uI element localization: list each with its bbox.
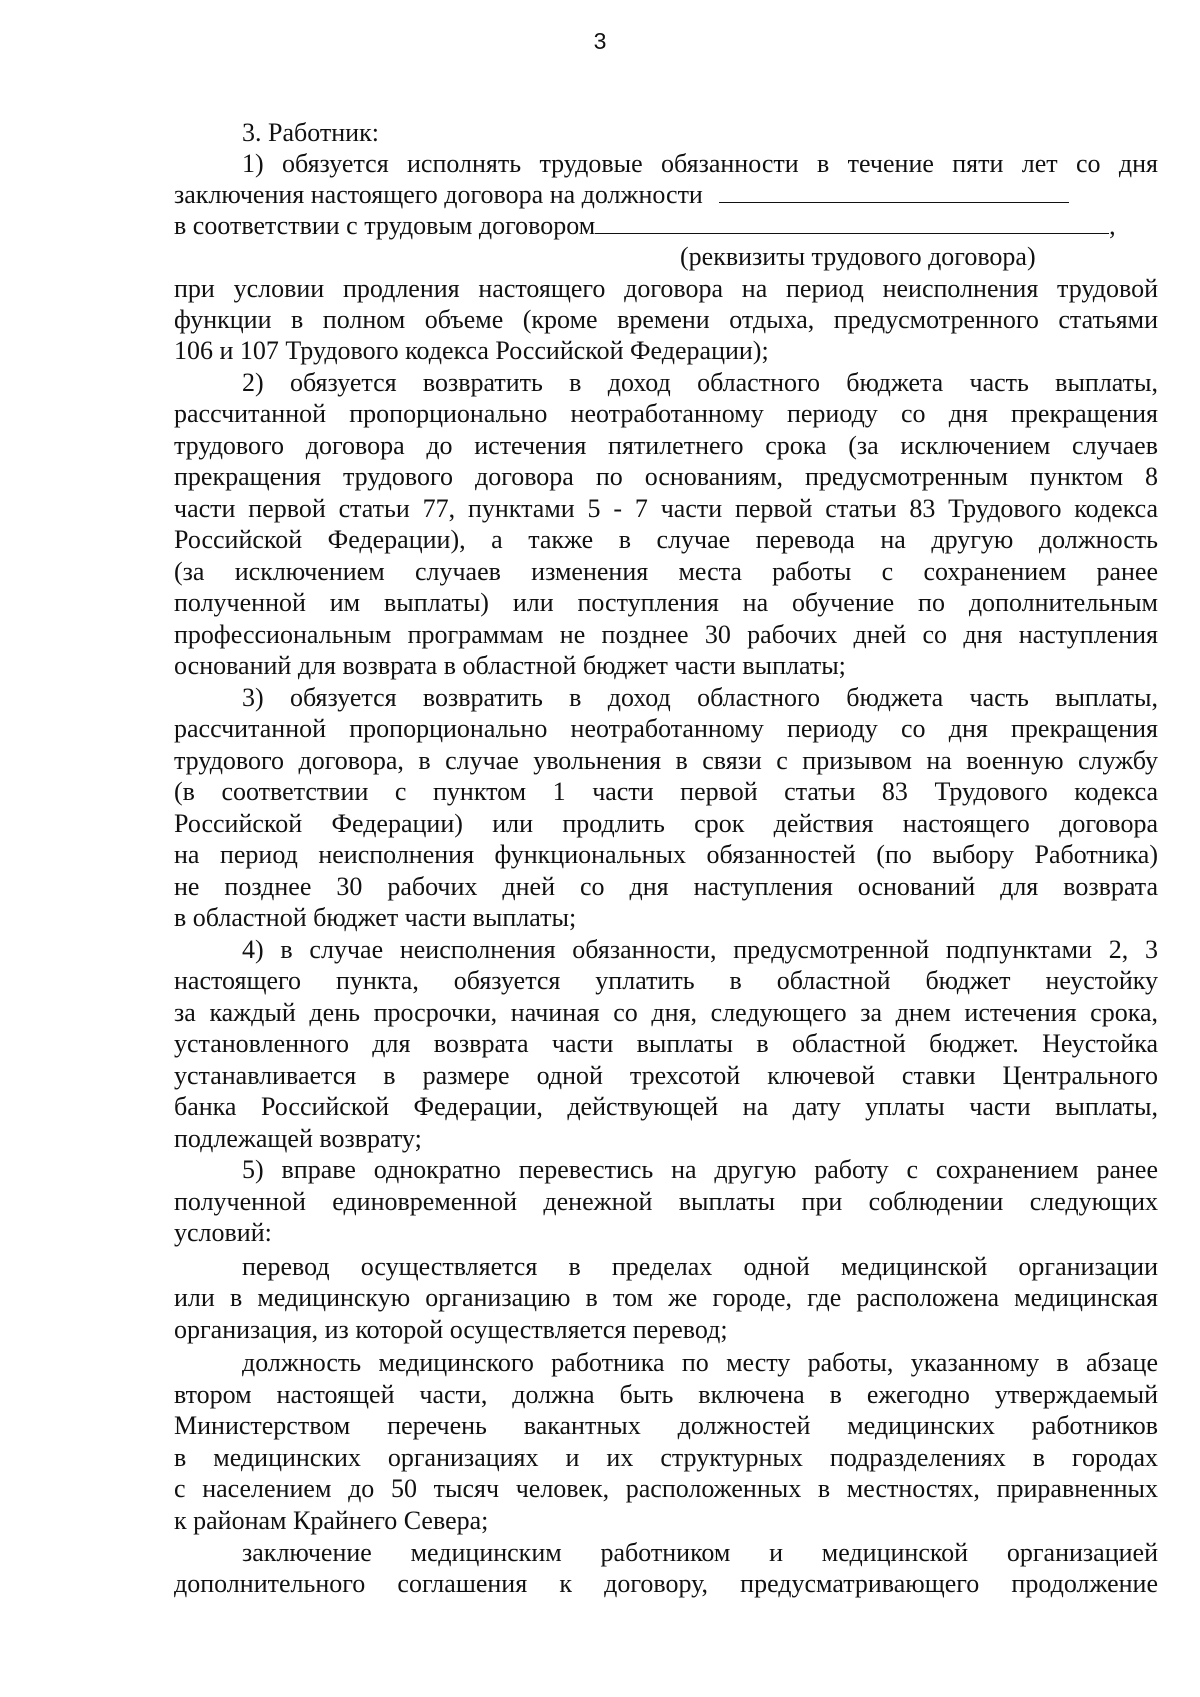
text-line: рассчитанной пропорционально неотработанному периоду со дня прекращения bbox=[174, 399, 1158, 428]
text-line: с населением до 50 тысяч человек, расположенных в местностях, приравненных bbox=[174, 1474, 1158, 1503]
text-line: 2) обязуется возвратить в доход областного бюджета часть выплаты, bbox=[242, 368, 1158, 397]
text-line: функции в полном объеме (кроме времени отдыха, предусмотренного статьями bbox=[174, 305, 1158, 334]
text-line: при условии продления настоящего договора на период неисполнения трудовой bbox=[174, 274, 1158, 303]
text-line: устанавливается в размере одной трехсотой ключевой ставки Центрального bbox=[174, 1061, 1158, 1090]
text-line: 106 и 107 Трудового кодекса Российской Федерации); bbox=[174, 336, 769, 365]
text-line: оснований для возврата в областной бюджет части выплаты; bbox=[174, 651, 846, 680]
text-line: заключение медицинским работником и медицинской организацией bbox=[242, 1538, 1158, 1567]
text-line: банка Российской Федерации, действующей на дату уплаты части выплаты, bbox=[174, 1092, 1158, 1121]
contract-blank bbox=[595, 211, 1109, 234]
text-line: к районам Крайнего Севера; bbox=[174, 1506, 489, 1535]
text-line: прекращения трудового договора по основаниям, предусмотренным пунктом 8 bbox=[174, 462, 1158, 491]
text-line: перевод осуществляется в пределах одной медицинской организации bbox=[242, 1252, 1158, 1281]
text-line: или в медицинскую организацию в том же городе, где расположена медицинская bbox=[174, 1283, 1158, 1312]
field-caption: (реквизиты трудового договора) bbox=[680, 242, 1036, 271]
text-line bbox=[174, 211, 1158, 241]
text-line: 5) вправе однократно перевестись на другую работу с сохранением ранее bbox=[242, 1155, 1158, 1184]
text-line: должность медицинского работника по месту работы, указанному в абзаце bbox=[242, 1348, 1158, 1377]
section-heading: 3. Работник: bbox=[242, 118, 379, 147]
text-line: профессиональным программам не позднее 30 рабочих дней со дня наступления bbox=[174, 620, 1158, 649]
text-line: дополнительного соглашения к договору, предусматривающего продолжение bbox=[174, 1569, 1158, 1598]
text-line bbox=[174, 180, 1158, 210]
text-line: 3) обязуется возвратить в доход областного бюджета часть выплаты, bbox=[242, 683, 1158, 712]
page-number: 3 bbox=[593, 28, 607, 54]
text-line: рассчитанной пропорционально неотработанному периоду со дня прекращения bbox=[174, 714, 1158, 743]
text-line: 4) в случае неисполнения обязанности, предусмотренной подпунктами 2, 3 bbox=[242, 935, 1158, 964]
text-line: Российской Федерации) или продлить срок действия настоящего договора bbox=[174, 809, 1158, 838]
text-line: Российской Федерации), а также в случае перевода на другую должность bbox=[174, 525, 1158, 554]
text-line: полученной им выплаты) или поступления на обучение по дополнительным bbox=[174, 588, 1158, 617]
position-label: заключения настоящего договора на должности bbox=[174, 180, 703, 209]
position-blank bbox=[719, 180, 1069, 203]
text-line: трудового договора, в случае увольнения в связи с призывом на военную службу bbox=[174, 746, 1158, 775]
text-line: подлежащей возврату; bbox=[174, 1124, 422, 1153]
text-line: в областной бюджет части выплаты; bbox=[174, 903, 577, 932]
text-line: за каждый день просрочки, начиная со дня, следующего за днем истечения срока, bbox=[174, 998, 1158, 1027]
text-line: организация, из которой осуществляется перевод; bbox=[174, 1315, 728, 1344]
text-line: втором настоящей части, должна быть включена в ежегодно утверждаемый bbox=[174, 1380, 1158, 1409]
text-line: (за исключением случаев изменения места работы с сохранением ранее bbox=[174, 557, 1158, 586]
text-line: настоящего пункта, обязуется уплатить в областной бюджет неустойку bbox=[174, 966, 1158, 995]
text-line: не позднее 30 рабочих дней со дня наступления оснований для возврата bbox=[174, 872, 1158, 901]
text-line: в медицинских организациях и их структурных подразделениях в городах bbox=[174, 1443, 1158, 1472]
text-line: Министерством перечень вакантных должностей медицинских работников bbox=[174, 1411, 1158, 1440]
text-line: трудового договора до истечения пятилетнего срока (за исключением случаев bbox=[174, 431, 1158, 460]
text-line: условий: bbox=[174, 1218, 272, 1247]
text-line: части первой статьи 77, пунктами 5 - 7 части первой статьи 83 Трудового кодекса bbox=[174, 494, 1158, 523]
text-line: установленного для возврата части выплаты в областной бюджет. Неустойка bbox=[174, 1029, 1158, 1058]
text-line: на период неисполнения функциональных обязанностей (по выбору Работника) bbox=[174, 840, 1158, 869]
comma: , bbox=[1109, 211, 1116, 240]
text-line: полученной единовременной денежной выплаты при соблюдении следующих bbox=[174, 1187, 1158, 1216]
contract-label: в соответствии с трудовым договором bbox=[174, 211, 596, 240]
text-line: 1) обязуется исполнять трудовые обязанности в течение пяти лет со дня bbox=[242, 149, 1158, 178]
text-line: (в соответствии с пунктом 1 части первой статьи 83 Трудового кодекса bbox=[174, 777, 1158, 806]
